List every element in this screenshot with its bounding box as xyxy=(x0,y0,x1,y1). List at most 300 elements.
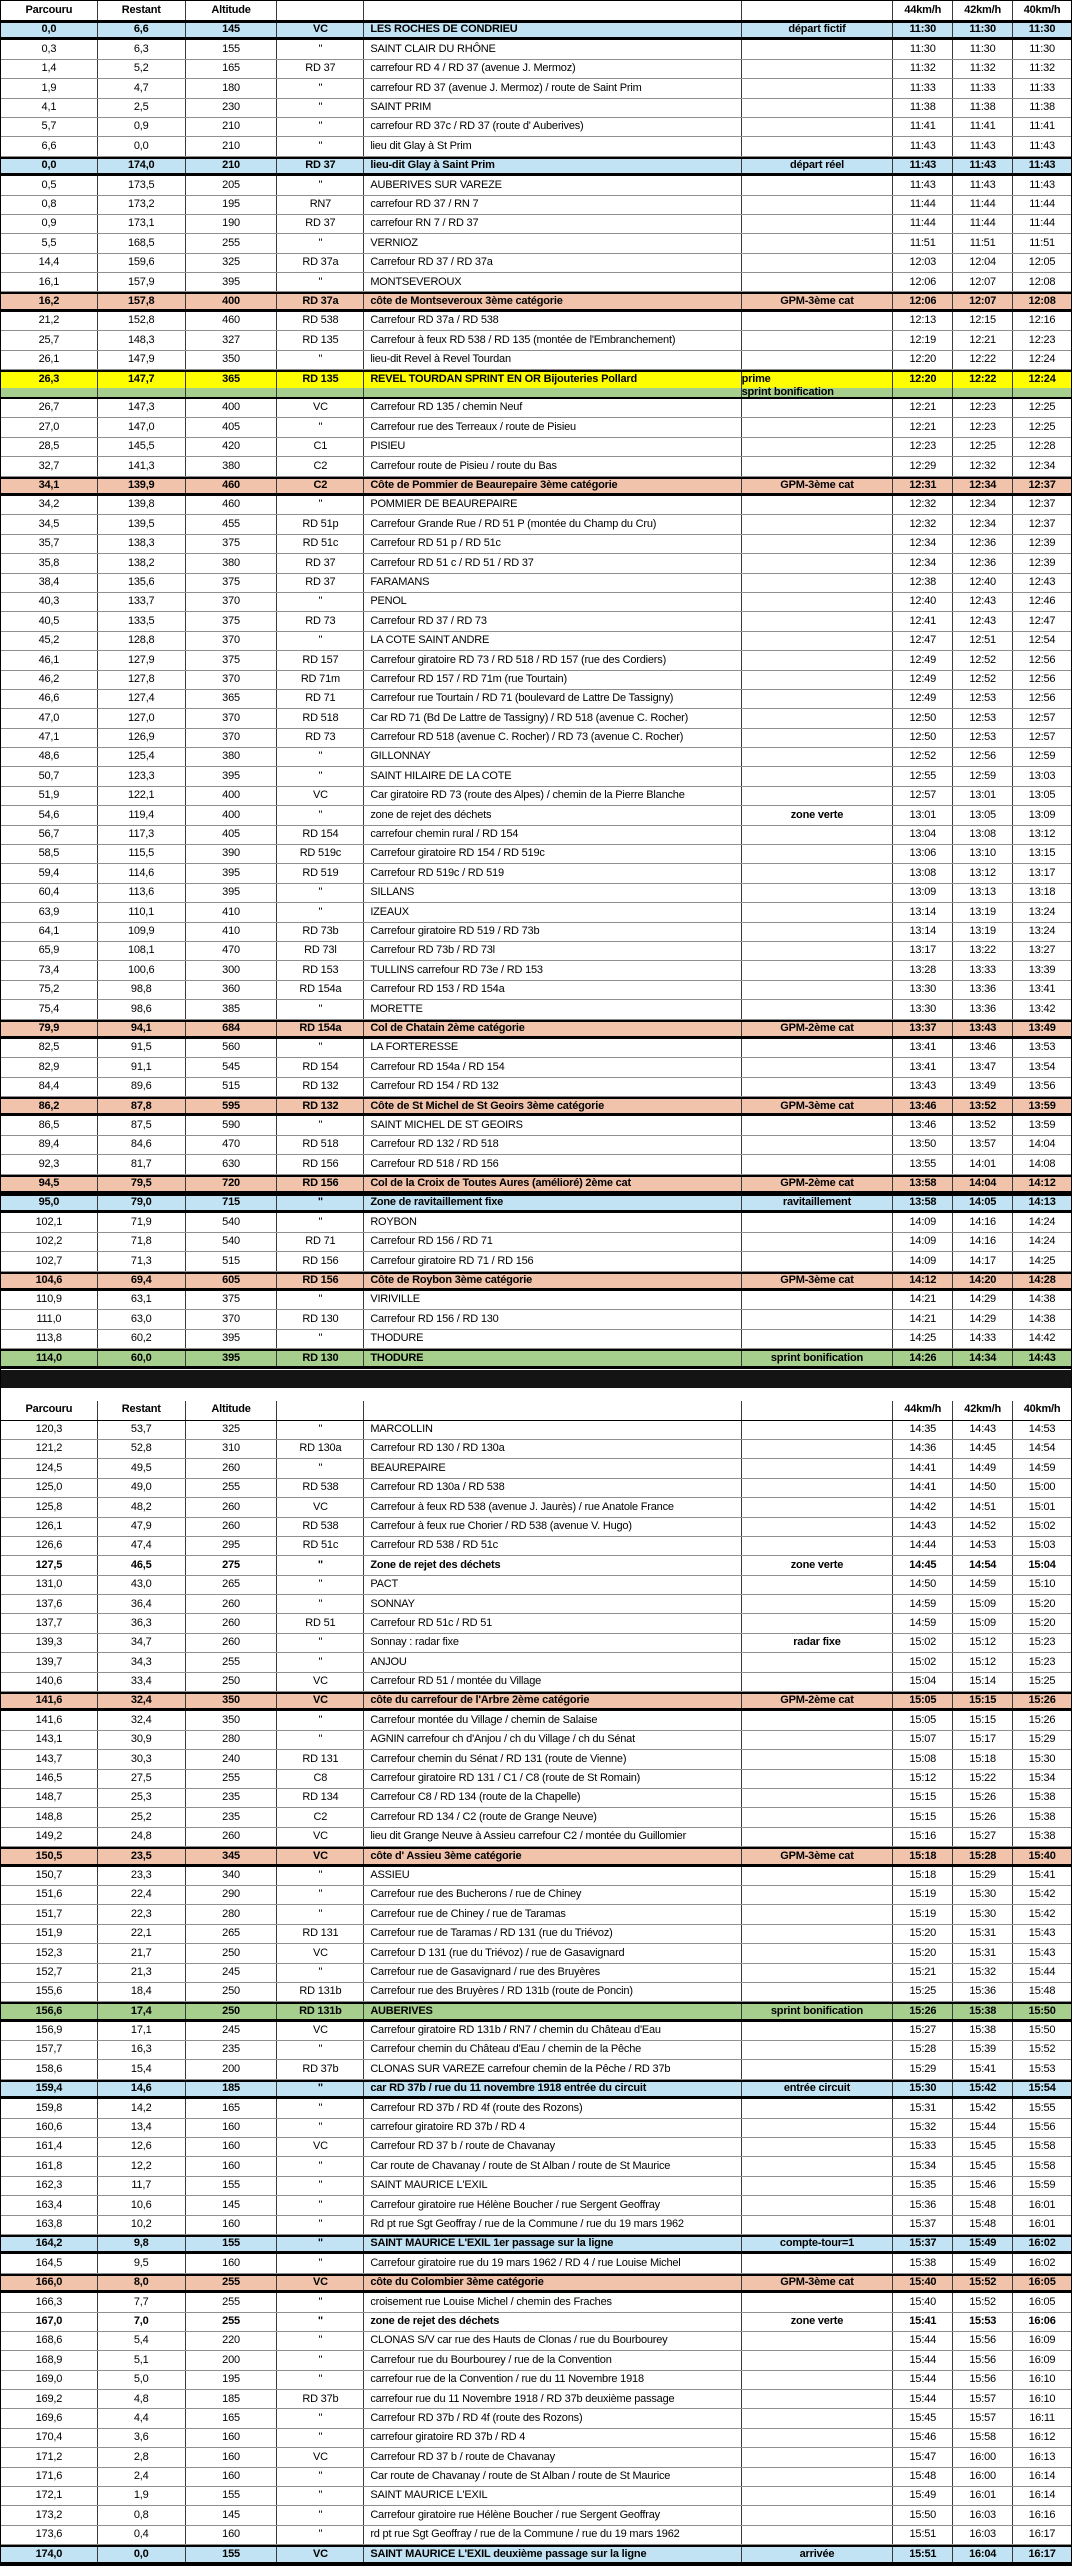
cell-restant: 133,7 xyxy=(98,593,186,611)
cell-restant: 14,6 xyxy=(98,2082,186,2096)
cell-description: CLONAS SUR VAREZE carrefour chemin de la Pêche / RD 37b xyxy=(364,2060,741,2078)
table-row xyxy=(1,1252,1071,1271)
cell-observation xyxy=(742,554,894,572)
cell-restant: 71,9 xyxy=(98,1213,186,1231)
cell-observation xyxy=(742,1867,894,1885)
roadbook-section-1 xyxy=(1,1,1071,1369)
cell-road: RD 51 xyxy=(277,1614,364,1632)
cell-road: C1 xyxy=(277,438,364,456)
table-row xyxy=(1,2487,1071,2506)
cell-observation xyxy=(742,2022,894,2040)
table-row xyxy=(1,2468,1071,2487)
cell-restant: 15,4 xyxy=(98,2060,186,2078)
cell-road: " xyxy=(277,1000,364,1018)
header-description xyxy=(364,1401,741,1420)
cell-time-44kmh: 14:43 xyxy=(893,1518,953,1536)
cell-restant: 173,2 xyxy=(98,196,186,214)
cell-restant: 133,5 xyxy=(98,612,186,630)
cell-time-40kmh: 15:01 xyxy=(1028,1500,1056,1513)
cell-description: Carrefour RD 135 / chemin Neuf xyxy=(364,399,741,417)
table-row xyxy=(1,1653,1071,1672)
cell-time-42kmh: 15:38 xyxy=(953,2022,1013,2040)
cell-observation xyxy=(742,1291,894,1309)
cell-time-44kmh: 15:44 xyxy=(893,2371,953,2389)
cell-road: RD 37b xyxy=(277,2390,364,2408)
cell-time-44kmh: 11:43 xyxy=(893,137,953,155)
cell-observation xyxy=(742,60,894,78)
cell-time-42kmh: 15:31 xyxy=(953,1925,1013,1943)
cell-description: Zone de ravitaillement fixe xyxy=(364,1196,741,1210)
cell-time-40kmh: 12:24 xyxy=(1013,372,1071,397)
table-row xyxy=(1,1847,1071,1866)
cell-description: Carrefour rue des Bucherons / rue de Chiney xyxy=(364,1886,741,1904)
cell-parcouru: 1,9 xyxy=(1,79,98,97)
cell-road: " xyxy=(277,593,364,611)
cell-road: " xyxy=(277,118,364,136)
cell-parcouru: 169,0 xyxy=(1,2371,98,2389)
cell-time-44kmh: 15:35 xyxy=(893,2177,953,2195)
cell-description: MARCOLLIN xyxy=(364,1421,741,1439)
cell-road: " xyxy=(277,2332,364,2350)
cell-time-42kmh: 15:42 xyxy=(953,2082,1013,2096)
cell-time-40kmh: 15:43 xyxy=(1028,1927,1056,1940)
cell-observation xyxy=(742,2351,894,2369)
cell-time-40kmh: 11:43 xyxy=(1028,159,1056,172)
cell-time-44kmh: 12:57 xyxy=(893,787,953,805)
cell-observation xyxy=(742,418,894,436)
cell-time-42kmh: 12:53 xyxy=(953,729,1013,747)
cell-observation xyxy=(742,2216,894,2234)
cell-parcouru: 151,9 xyxy=(1,1925,98,1943)
cell-parcouru: 169,6 xyxy=(1,2409,98,2427)
cell-time-44kmh: 13:50 xyxy=(893,1136,953,1154)
cell-altitude: 165 xyxy=(186,2099,278,2117)
cell-time-40kmh: 14:53 xyxy=(1028,1422,1056,1435)
cell-time-42kmh: 12:23 xyxy=(953,399,1013,417)
cell-restant: 145,5 xyxy=(98,438,186,456)
cell-time-40kmh: 14:43 xyxy=(1028,1351,1056,1364)
cell-altitude: 325 xyxy=(186,1421,278,1439)
cell-time-40kmh: 15:02 xyxy=(1028,1519,1056,1532)
cell-road: RD 130 xyxy=(277,1310,364,1328)
cell-observation xyxy=(742,1808,894,1826)
table-row xyxy=(1,942,1071,961)
cell-parcouru: 45,2 xyxy=(1,632,98,650)
cell-time-42kmh: 13:46 xyxy=(953,1039,1013,1057)
cell-restant: 47,4 xyxy=(98,1537,186,1555)
cell-time-40kmh: 12:39 xyxy=(1028,537,1056,550)
cell-parcouru: 149,2 xyxy=(1,1828,98,1846)
cell-road: RD 135 xyxy=(277,372,364,397)
cell-altitude: 720 xyxy=(186,1177,278,1191)
cell-altitude: 245 xyxy=(186,1964,278,1982)
table-row xyxy=(1,1175,1071,1194)
cell-parcouru: 125,0 xyxy=(1,1479,98,1497)
cell-description: Carrefour giratoire rue Hélène Boucher / rue Sergent Geoffray xyxy=(364,2506,741,2524)
cell-time-40kmh: 13:53 xyxy=(1028,1041,1056,1054)
cell-altitude: 300 xyxy=(186,961,278,979)
cell-time-40kmh: 12:37 xyxy=(1028,479,1056,492)
cell-road: " xyxy=(277,176,364,194)
cell-altitude: 410 xyxy=(186,923,278,941)
cell-parcouru: 34,5 xyxy=(1,515,98,533)
cell-parcouru: 86,5 xyxy=(1,1116,98,1134)
cell-road: " xyxy=(277,2371,364,2389)
cell-parcouru: 25,7 xyxy=(1,331,98,349)
cell-time-44kmh: 15:28 xyxy=(893,2041,953,2059)
cell-road: RD 131 xyxy=(277,1925,364,1943)
cell-restant: 32,4 xyxy=(98,1694,186,1708)
cell-time-44kmh: 15:32 xyxy=(893,2119,953,2137)
cell-time-44kmh: 13:55 xyxy=(893,1155,953,1173)
cell-time-40kmh: 12:57 xyxy=(1028,711,1056,724)
cell-restant: 138,2 xyxy=(98,554,186,572)
cell-altitude: 515 xyxy=(186,1252,278,1270)
cell-time-40kmh: 16:10 xyxy=(1028,2392,1056,2405)
cell-time-42kmh: 15:31 xyxy=(953,1944,1013,1962)
cell-altitude: 540 xyxy=(186,1213,278,1231)
cell-altitude: 515 xyxy=(186,1078,278,1096)
cell-time-42kmh: 15:12 xyxy=(953,1653,1013,1671)
cell-observation xyxy=(742,2371,894,2389)
cell-time-40kmh: 11:38 xyxy=(1029,100,1055,113)
cell-road: RD 519 xyxy=(277,864,364,882)
cell-time-44kmh: 15:50 xyxy=(893,2506,953,2524)
cell-altitude: 155 xyxy=(186,2237,278,2251)
cell-time-44kmh: 15:18 xyxy=(893,1867,953,1885)
cell-time-42kmh: 15:56 xyxy=(953,2332,1013,2350)
cell-description: carrefour RN 7 / RD 37 xyxy=(364,215,741,233)
table-row xyxy=(1,1925,1071,1944)
cell-restant: 60,2 xyxy=(98,1330,186,1348)
cell-altitude: 560 xyxy=(186,1039,278,1057)
cell-description: Carrefour RD 51 p / RD 51c xyxy=(364,535,741,553)
cell-time-42kmh: 14:43 xyxy=(953,1421,1013,1439)
cell-restant: 159,6 xyxy=(98,254,186,272)
cell-observation: GPM-2ème cat xyxy=(742,1694,894,1708)
cell-time-42kmh: 15:27 xyxy=(953,1828,1013,1846)
cell-observation xyxy=(742,961,894,979)
cell-restant: 60,0 xyxy=(98,1351,186,1365)
cell-time-42kmh: 12:43 xyxy=(953,593,1013,611)
cell-road: C8 xyxy=(277,1770,364,1788)
cell-description: Car giratoire RD 73 (route des Alpes) / chemin de la Pierre Blanche xyxy=(364,787,741,805)
cell-altitude: 145 xyxy=(186,2196,278,2214)
table-row xyxy=(1,1330,1071,1349)
cell-restant: 126,9 xyxy=(98,729,186,747)
cell-description: AGNIN carrefour ch d'Anjou / ch du Village / ch du Sénat xyxy=(364,1731,741,1749)
cell-altitude: 230 xyxy=(186,99,278,117)
cell-parcouru: 6,6 xyxy=(1,137,98,155)
cell-description: carrefour chemin rural / RD 154 xyxy=(364,826,741,844)
cell-road: RN7 xyxy=(277,196,364,214)
cell-parcouru: 126,1 xyxy=(1,1518,98,1536)
cell-parcouru: 141,6 xyxy=(1,1694,98,1708)
cell-observation xyxy=(742,1653,894,1671)
cell-time-42kmh: 15:46 xyxy=(953,2177,1013,2195)
cell-parcouru: 150,7 xyxy=(1,1867,98,1885)
cell-time-40kmh: 15:58 xyxy=(1028,2159,1056,2172)
cell-description: SAINT MAURICE L'EXIL 1er passage sur la ligne xyxy=(364,2237,741,2251)
cell-observation xyxy=(742,1479,894,1497)
cell-time-44kmh: 12:50 xyxy=(893,709,953,727)
cell-time-44kmh: 15:26 xyxy=(893,2004,953,2018)
table-row xyxy=(1,331,1071,350)
cell-description: Carrefour à feux RD 538 / RD 135 (montée de l'Embranchement) xyxy=(364,331,741,349)
cell-road: " xyxy=(277,2526,364,2544)
cell-restant: 46,5 xyxy=(98,1556,186,1574)
table-row xyxy=(1,1770,1071,1789)
table-row xyxy=(1,1459,1071,1478)
cell-description: lieu dit Glay à St Prim xyxy=(364,137,741,155)
cell-description: Car route de Chavanay / route de St Alban / route de St Maurice xyxy=(364,2157,741,2175)
cell-time-44kmh: 14:35 xyxy=(893,1421,953,1439)
cell-restant: 135,6 xyxy=(98,574,186,592)
cell-time-42kmh: 15:32 xyxy=(953,1964,1013,1982)
cell-time-40kmh: 15:25 xyxy=(1028,1675,1056,1688)
cell-time-44kmh: 14:45 xyxy=(893,1556,953,1574)
cell-road: RD 73 xyxy=(277,612,364,630)
cell-restant: 128,8 xyxy=(98,632,186,650)
cell-road: RD 73b xyxy=(277,923,364,941)
table-header xyxy=(1,1,1071,21)
cell-description: carrefour RD 37 (avenue J. Mermoz) / route de Saint Prim xyxy=(364,79,741,97)
cell-time-42kmh: 11:43 xyxy=(953,137,1013,155)
cell-time-44kmh: 11:30 xyxy=(893,40,953,58)
cell-time-42kmh: 16:04 xyxy=(953,2547,1013,2561)
cell-road: " xyxy=(277,418,364,436)
cell-road: RD 37a xyxy=(277,294,364,308)
cell-altitude: 460 xyxy=(186,479,278,493)
cell-observation xyxy=(742,438,894,456)
table-row xyxy=(1,1556,1071,1575)
cell-time-44kmh: 12:06 xyxy=(893,273,953,291)
cell-parcouru: 32,7 xyxy=(1,457,98,475)
table-row xyxy=(1,903,1071,922)
cell-observation xyxy=(742,671,894,689)
cell-parcouru: 131,0 xyxy=(1,1576,98,1594)
cell-restant: 23,3 xyxy=(98,1867,186,1885)
cell-parcouru: 173,2 xyxy=(1,2506,98,2524)
cell-parcouru: 169,2 xyxy=(1,2390,98,2408)
cell-time-44kmh: 11:43 xyxy=(893,176,953,194)
cell-parcouru: 113,8 xyxy=(1,1330,98,1348)
table-row xyxy=(1,157,1071,176)
cell-altitude: 250 xyxy=(186,1673,278,1691)
table-row xyxy=(1,2429,1071,2448)
cell-time-40kmh: 13:39 xyxy=(1028,963,1056,976)
cell-road: RD 37 xyxy=(277,554,364,572)
cell-time-40kmh: 12:39 xyxy=(1028,556,1056,569)
cell-altitude: 545 xyxy=(186,1058,278,1076)
cell-parcouru: 34,1 xyxy=(1,479,98,493)
cell-road: RD 519c xyxy=(277,845,364,863)
cell-time-44kmh: 15:31 xyxy=(893,2099,953,2117)
cell-description: Carrefour RD 37 b / route de Chavanay xyxy=(364,2448,741,2466)
cell-description: Carrefour RD 132 / RD 518 xyxy=(364,1136,741,1154)
cell-time-44kmh: 13:17 xyxy=(893,942,953,960)
cell-road: VC xyxy=(277,399,364,417)
cell-description: CLONAS S/V car rue des Hauts de Clonas / rue du Bourbourey xyxy=(364,2332,741,2350)
cell-restant: 25,2 xyxy=(98,1808,186,1826)
cell-altitude: 630 xyxy=(186,1155,278,1173)
cell-parcouru: 102,7 xyxy=(1,1252,98,1270)
header-altitude: Altitude xyxy=(186,1401,278,1420)
cell-altitude: 260 xyxy=(186,1518,278,1536)
cell-time-40kmh: 15:20 xyxy=(1028,1616,1056,1629)
cell-observation xyxy=(742,2254,894,2272)
cell-restant: 43,0 xyxy=(98,1576,186,1594)
cell-parcouru: 171,6 xyxy=(1,2468,98,2486)
cell-road: " xyxy=(277,2351,364,2369)
cell-altitude: 250 xyxy=(186,1944,278,1962)
header-parcouru: Parcouru xyxy=(1,1401,98,1420)
cell-road: " xyxy=(277,1905,364,1923)
cell-description: VERNIOZ xyxy=(364,234,741,252)
cell-description: Carrefour RD 37a / RD 538 xyxy=(364,312,741,330)
cell-road: RD 538 xyxy=(277,312,364,330)
cell-observation xyxy=(742,1078,894,1096)
table-row xyxy=(1,1867,1071,1886)
cell-time-40kmh: 15:20 xyxy=(1028,1597,1056,1610)
cell-time-44kmh: 12:49 xyxy=(893,671,953,689)
cell-time-44kmh: 14:42 xyxy=(893,1498,953,1516)
cell-time-44kmh: 15:15 xyxy=(893,1789,953,1807)
cell-parcouru: 173,6 xyxy=(1,2526,98,2544)
cell-parcouru: 166,3 xyxy=(1,2293,98,2311)
cell-time-44kmh: 15:48 xyxy=(893,2468,953,2486)
cell-altitude: 275 xyxy=(186,1556,278,1574)
cell-observation xyxy=(742,1498,894,1516)
cell-time-42kmh: 13:05 xyxy=(953,806,1013,824)
cell-observation xyxy=(742,399,894,417)
cell-road: " xyxy=(277,2196,364,2214)
cell-time-40kmh: 16:09 xyxy=(1028,2334,1056,2347)
cell-time-42kmh: 12:07 xyxy=(953,273,1013,291)
cell-description: Carrefour Grande Rue / RD 51 P (montée du Champ du Cru) xyxy=(364,515,741,533)
table-row xyxy=(1,60,1071,79)
cell-description: Carrefour RD 154a / RD 154 xyxy=(364,1058,741,1076)
cell-altitude: 420 xyxy=(186,438,278,456)
cell-altitude: 295 xyxy=(186,1537,278,1555)
cell-parcouru: 63,9 xyxy=(1,903,98,921)
cell-altitude: 255 xyxy=(186,2313,278,2331)
table-row xyxy=(1,1058,1071,1077)
cell-altitude: 460 xyxy=(186,312,278,330)
cell-altitude: 395 xyxy=(186,767,278,785)
cell-road: VC xyxy=(277,787,364,805)
cell-parcouru: 111,0 xyxy=(1,1310,98,1328)
table-row xyxy=(1,399,1071,418)
table-row xyxy=(1,1440,1071,1459)
rows-section-1 xyxy=(1,21,1071,1369)
cell-observation: GPM-2ème cat xyxy=(742,1177,894,1191)
table-row xyxy=(1,254,1071,273)
cell-time-42kmh: 11:41 xyxy=(953,118,1013,136)
table-row xyxy=(1,1349,1071,1368)
cell-road: " xyxy=(277,234,364,252)
cell-restant: 17,4 xyxy=(98,2004,186,2018)
cell-road: VC xyxy=(277,23,364,37)
table-row xyxy=(1,1673,1071,1692)
cell-time-42kmh: 14:17 xyxy=(953,1252,1013,1270)
cell-time-44kmh: 14:41 xyxy=(893,1479,953,1497)
cell-observation xyxy=(742,690,894,708)
cell-restant: 12,6 xyxy=(98,2138,186,2156)
table-row xyxy=(1,1233,1071,1252)
cell-description: LA FORTERESSE xyxy=(364,1039,741,1057)
cell-time-42kmh: 14:16 xyxy=(953,1233,1013,1251)
header-parcouru: Parcouru xyxy=(1,1,98,20)
cell-observation xyxy=(742,1770,894,1788)
cell-parcouru: 26,1 xyxy=(1,351,98,369)
cell-time-44kmh: 12:20 xyxy=(893,351,953,369)
cell-altitude: 385 xyxy=(186,1000,278,1018)
cell-road: " xyxy=(277,1213,364,1231)
cell-road: " xyxy=(277,767,364,785)
cell-time-42kmh: 11:44 xyxy=(953,196,1013,214)
table-row xyxy=(1,2293,1071,2312)
cell-description: LES ROCHES DE CONDRIEU xyxy=(364,23,741,37)
cell-time-42kmh: 14:29 xyxy=(953,1291,1013,1309)
cell-restant: 34,3 xyxy=(98,1653,186,1671)
cell-time-44kmh: 15:49 xyxy=(893,2487,953,2505)
cell-time-40kmh: 16:05 xyxy=(1028,2295,1056,2308)
cell-time-40kmh: 15:38 xyxy=(1028,1791,1056,1804)
cell-time-44kmh: 12:21 xyxy=(893,418,953,436)
cell-road: RD 518 xyxy=(277,709,364,727)
cell-time-42kmh: 15:36 xyxy=(953,1983,1013,2001)
cell-restant: 168,5 xyxy=(98,234,186,252)
cell-observation xyxy=(742,515,894,533)
cell-time-44kmh: 14:21 xyxy=(893,1291,953,1309)
cell-altitude: 165 xyxy=(186,60,278,78)
cell-time-44kmh: 15:04 xyxy=(893,1673,953,1691)
cell-observation: sprint bonification xyxy=(742,2004,894,2018)
cell-altitude: 220 xyxy=(186,2332,278,2350)
cell-parcouru: 0,5 xyxy=(1,176,98,194)
cell-observation xyxy=(742,372,894,397)
cell-restant: 79,5 xyxy=(98,1177,186,1191)
table-row xyxy=(1,2254,1071,2273)
cell-altitude: 190 xyxy=(186,215,278,233)
cell-restant: 157,9 xyxy=(98,273,186,291)
cell-restant: 3,6 xyxy=(98,2429,186,2447)
cell-observation xyxy=(742,748,894,766)
cell-road: " xyxy=(277,1291,364,1309)
table-row xyxy=(1,1020,1071,1039)
cell-restant: 5,0 xyxy=(98,2371,186,2389)
cell-observation xyxy=(742,942,894,960)
cell-parcouru: 137,7 xyxy=(1,1614,98,1632)
cell-time-44kmh: 13:30 xyxy=(893,1000,953,1018)
cell-observation xyxy=(742,1828,894,1846)
cell-road: RD 157 xyxy=(277,651,364,669)
cell-time-40kmh: 16:11 xyxy=(1029,2411,1055,2424)
cell-time-42kmh: 16:03 xyxy=(953,2506,1013,2524)
table-row xyxy=(1,2157,1071,2176)
table-row xyxy=(1,2196,1071,2215)
cell-time-42kmh: 12:52 xyxy=(953,671,1013,689)
cell-time-44kmh: 11:41 xyxy=(893,118,953,136)
cell-time-44kmh: 15:37 xyxy=(893,2237,953,2251)
cell-time-40kmh: 12:47 xyxy=(1028,614,1056,627)
cell-restant: 16,3 xyxy=(98,2041,186,2059)
table-row xyxy=(1,1291,1071,1310)
cell-time-42kmh: 13:57 xyxy=(953,1136,1013,1154)
cell-restant: 49,0 xyxy=(98,1479,186,1497)
cell-time-42kmh: 14:45 xyxy=(953,1440,1013,1458)
